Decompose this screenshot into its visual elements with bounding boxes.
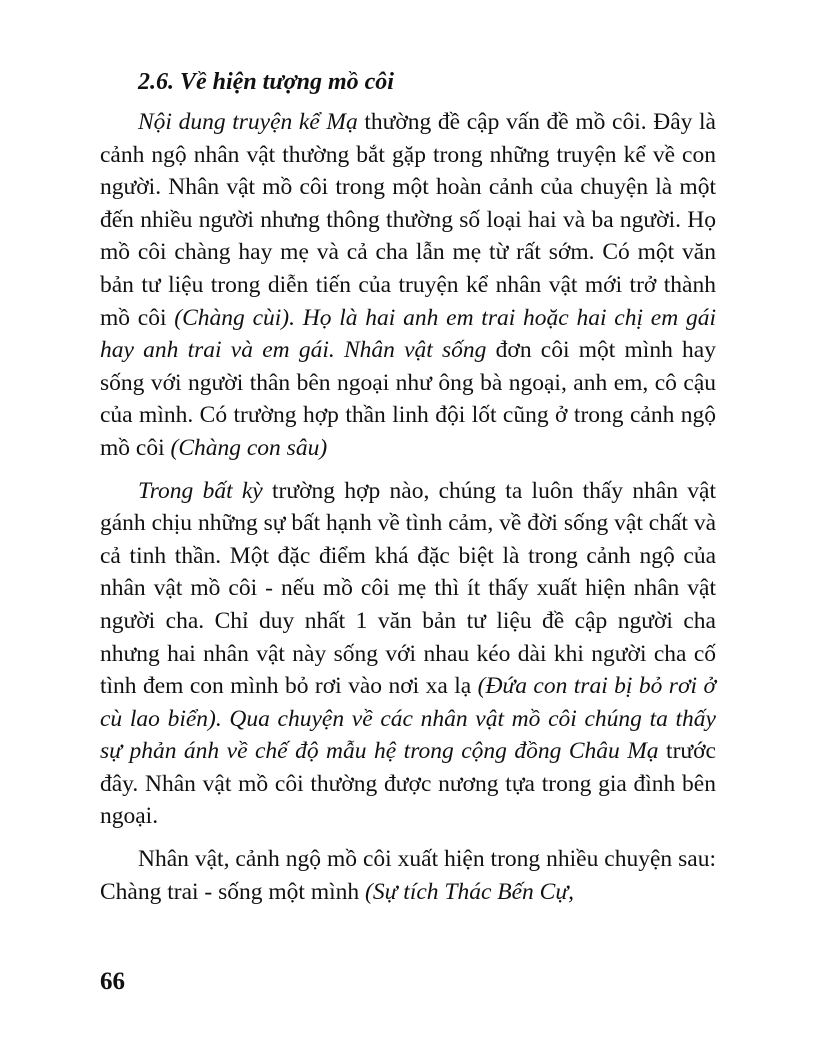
paragraph-2-part-1: Trong bất kỳ: [138, 477, 263, 504]
paragraph-3: [100, 843, 716, 908]
paragraph-1-part-3: (Chàng cùi). Họ là hai anh em trai hoặc hai chị em gái hay anh trai và em gái. Nhân vật sống: [100, 304, 716, 364]
paragraph-1-part-2: thường đề cập vấn đề mồ côi. Đây là cảnh ngộ nhân vật thường bắt gặp trong những truyện kể về con người. Nhân vật mồ côi trong một hoàn cảnh của chuyện là một đến nhiều người nhưng thông thường số loại hai và ba người. Họ mồ côi chàng hay mẹ và cả cha lẫn mẹ từ rất sớm. Có một văn bản tư liệu trong diễn tiến của truyện kể nhân vật mới trở thành mồ côi: [100, 109, 716, 331]
page-content: [100, 52, 716, 908]
paragraph-3-part-1: Nhân vật, cảnh ngộ mồ côi xuất hiện trong nhiều chuyện sau: Chàng trai - sống một mình: [100, 846, 716, 905]
paragraph-1: [100, 106, 716, 465]
page-number: 66: [100, 968, 125, 995]
paragraph-1-part-5: (Chàng con sâu): [170, 434, 328, 461]
paragraph-2-part-2: trường hợp nào, chúng ta luôn thấy nhân vật gánh chịu những sự bất hạnh về tình cảm, về đời sống vật chất và cả tinh thần. Một đặc điểm khá đặc biệt là trong cảnh ngộ của nhân vật mồ côi - nếu mồ côi mẹ thì ít thấy xuất hiện nhân vật người cha. Chỉ duy nhất 1 văn bản tư liệu đề cập người cha nhưng hai nhân vật này sống với nhau kéo dài khi người cha cố tình đem con mình bỏ rơi vào nơi xa lạ: [100, 477, 716, 700]
paragraph-2: [100, 475, 716, 834]
paragraph-2-part-4: trước đây. Nhân vật mồ côi thường được nương tựa trong gia đình bên ngoại.: [100, 738, 716, 830]
paragraph-2-part-3: (Đứa con trai bị bỏ rơi ở cù lao biển). Qua chuyện về các nhân vật mồ côi chúng ta thấy sự phản ánh về chế độ mẫu hệ trong cộng đồng Châu Mạ: [100, 673, 716, 765]
paragraph-3-part-2: (Sự tích Thác Bến Cự,: [365, 878, 575, 905]
section-heading: 2.6. Về hiện tượng mồ côi: [138, 69, 394, 95]
paragraph-1-part-1: Nội dung truyện kể Mạ: [138, 109, 358, 135]
paragraph-1-part-4: đơn côi một mình hay sống với người thân bên ngoại như ông bà ngoại, anh em, cô cậu của mình. Có trường hợp thần linh đội lốt cũng ở trong cảnh ngộ mồ côi: [100, 337, 716, 461]
